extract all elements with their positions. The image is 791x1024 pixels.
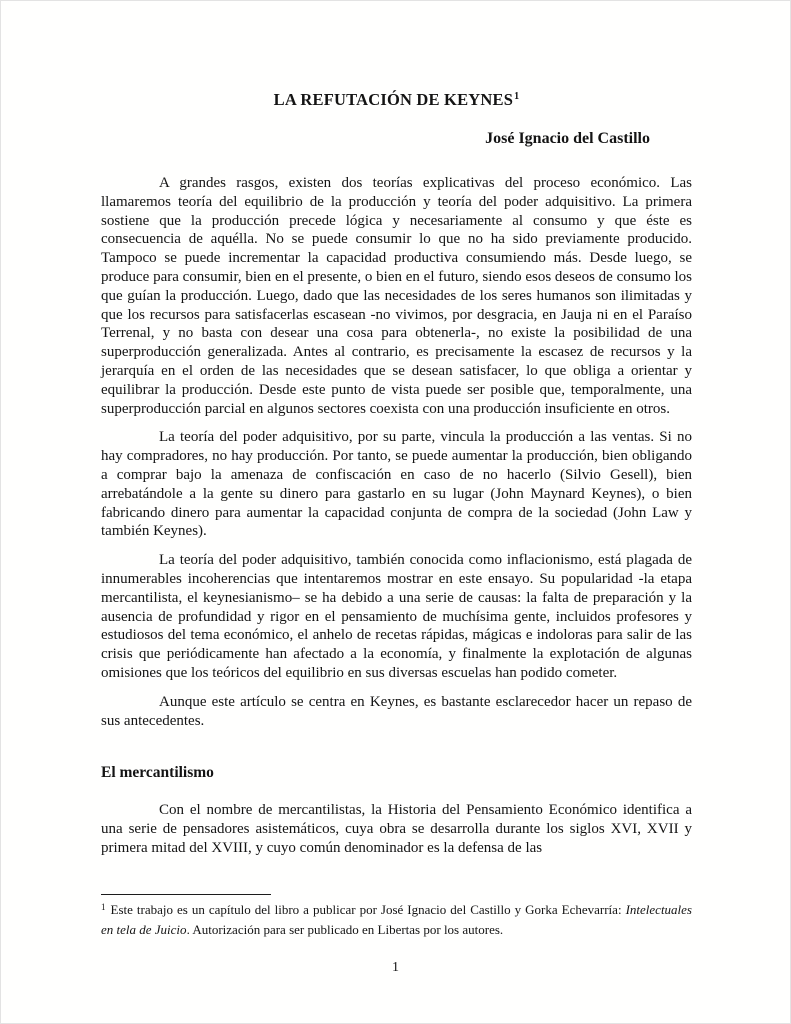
- footnote-tail-text: . Autorización para ser publicado en Libertas por los autores.: [186, 921, 504, 937]
- footnote-block: [101, 894, 692, 939]
- footnote-ref-number: 1: [101, 902, 106, 912]
- footnote-body-text: Este trabajo es un capítulo del libro a publicar por José Ignacio del Castillo y Gorka Echevarría:: [110, 902, 626, 917]
- paragraph-inflacionismo: La teoría del poder adquisitivo, también conocida como inflacionismo, está plagada de innumerables incoherencias que intentaremos mostrar en este ensayo. Su popularidad -la etapa mercantilista, el keynesianismo– se ha debido a una serie de causas: la falta de preparación y la ausencia de profundidad y rigor en el pensamiento de muchísima gente, incluidos profesores y estudiosos del tema económico, el anhelo de recetas rápidas, mágicas e indoloras para salir de las crisis que periódicamente han afectado a la economía, y finalmente la explotación de algunas omisiones que los teóricos del equilibrio en sus diversas escuelas han podido cometer.: [101, 552, 692, 681]
- document-title: [101, 89, 692, 113]
- document-content: [101, 89, 692, 858]
- paragraph-antecedentes: Aunque este artículo se centra en Keynes, es bastante esclarecedor hacer un repaso de sus antecedentes.: [101, 693, 692, 729]
- paragraph-poder-adquisitivo: La teoría del poder adquisitivo, por su parte, vincula la producción a las ventas. Si no hay compradores, no hay producción. Por tanto, se puede aumentar la producción, bien obligando a comprar bajo la amenaza de confiscación en caso de no hacerlo (Silvio Gesell), bien arrebatándole a la gente su dinero para gastarlo en su lugar (John Maynard Keynes), o bien fabricando dinero para aumentar la capacidad conjunta de compra de la sociedad (John Law y también Keynes).: [101, 429, 692, 540]
- footnote-book-title: Intelectuales en tela de Juicio: [101, 902, 692, 937]
- title-footnote-ref: 1: [514, 91, 520, 102]
- footnote-text: [101, 901, 692, 939]
- section-heading-mercantilismo: El mercantilismo: [101, 764, 214, 782]
- paragraph-equilibrio: A grandes rasgos, existen dos teorías explicativas del proceso económico. Las llamaremos teoría del equilibrio de la producción y teoría del poder adquisitivo. La primera sostiene que la producción precede lógica y necesariamente al consumo y que éste es consecuencia de aquélla. No se puede consumir lo que no ha sido previamente producido. Tampoco se puede incrementar la capacidad productiva consumiendo más. Desde luego, se produce para consumir, bien en el presente, o bien en el futuro, siendo esos deseos de consumo los que guían la producción. Luego, dado que las necesidades de los seres humanos son ilimitadas y que los recursos para satisfacerlas escasean -no vivimos, por desgracia, en Jauja ni en el Paraíso Terrenal, y no basta con desear una cosa para obtenerla-, no existe la posibilidad de una superproducción generalizada. Antes al contrario, es precisamente la escasez de recursos y la jerarquía en el orden de las necesidades que se desean satisfacer, lo que obliga a orientar y equilibrar la producción. Desde este punto de vista puede ser posible que, temporalmente, una superproducción parcial en algunos sectores coexista con una producción insuficiente en otros.: [101, 175, 692, 417]
- page-number: 1: [392, 960, 399, 975]
- author-byline: José Ignacio del Castillo: [485, 130, 650, 147]
- title-text: LA REFUTACIÓN DE KEYNES: [273, 90, 514, 109]
- footnote-separator-line: [101, 894, 271, 895]
- paragraph-mercantilistas: Con el nombre de mercantilistas, la Historia del Pensamiento Económico identifica a una serie de pensadores asistemáticos, cuya obra se desarrolla durante los siglos XVI, XVII y primera mitad del XVIII, y cuyo común denominador es la defensa de las: [101, 802, 692, 856]
